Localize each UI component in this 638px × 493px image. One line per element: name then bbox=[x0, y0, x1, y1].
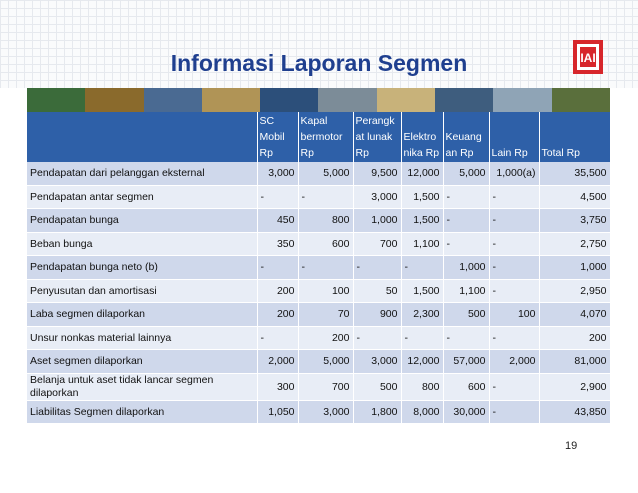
header-line: Total Rp bbox=[541, 147, 581, 159]
row-label: Pendapatan dari pelanggan eksternal bbox=[27, 162, 257, 185]
table-cell: 200 bbox=[257, 303, 298, 327]
segment-report-table-container bbox=[27, 112, 610, 424]
banner-segment bbox=[85, 88, 143, 112]
header-line: Keuang bbox=[445, 131, 482, 143]
table-cell: 600 bbox=[443, 373, 489, 400]
table-header-row bbox=[27, 112, 610, 162]
table-row bbox=[27, 209, 610, 233]
table-cell: 900 bbox=[353, 303, 401, 327]
table-cell: 1,000(a) bbox=[489, 162, 539, 185]
table-body bbox=[27, 162, 610, 424]
table-cell: - bbox=[489, 400, 539, 424]
table-cell: - bbox=[298, 256, 353, 280]
row-label: Pendapatan bunga bbox=[27, 209, 257, 233]
table-cell: - bbox=[298, 185, 353, 209]
table-cell: 500 bbox=[353, 373, 401, 400]
header-line: Elektro bbox=[403, 131, 437, 143]
table-cell: - bbox=[489, 232, 539, 256]
table-cell: 12,000 bbox=[401, 350, 443, 374]
header-line: SC bbox=[259, 115, 275, 127]
table-cell: - bbox=[353, 326, 401, 350]
table-cell: 2,750 bbox=[539, 232, 610, 256]
header-line: at lunak bbox=[355, 131, 393, 143]
table-cell: 1,800 bbox=[353, 400, 401, 424]
table-cell: 5,000 bbox=[443, 162, 489, 185]
iai-logo-icon bbox=[567, 36, 609, 78]
table-cell: 3,000 bbox=[298, 400, 353, 424]
table-cell: 50 bbox=[353, 279, 401, 303]
logo-text: IAI bbox=[580, 51, 596, 65]
row-label: Liabilitas Segmen dilaporkan bbox=[27, 400, 257, 424]
header-cell-2 bbox=[298, 112, 353, 162]
table-cell: 1,050 bbox=[257, 400, 298, 424]
row-label: Pendapatan bunga neto (b) bbox=[27, 256, 257, 280]
table-cell: 1,100 bbox=[401, 232, 443, 256]
header-cell-5 bbox=[443, 112, 489, 162]
header-cell-3 bbox=[353, 112, 401, 162]
table-cell: - bbox=[489, 279, 539, 303]
table-cell: - bbox=[401, 256, 443, 280]
table-row bbox=[27, 400, 610, 424]
table-cell: 500 bbox=[443, 303, 489, 327]
table-cell: 5,000 bbox=[298, 350, 353, 374]
table-cell: - bbox=[443, 209, 489, 233]
table-cell: 2,900 bbox=[539, 373, 610, 400]
table-cell: 450 bbox=[257, 209, 298, 233]
table-cell: 81,000 bbox=[539, 350, 610, 374]
table-row bbox=[27, 303, 610, 327]
header-line: Lain Rp bbox=[491, 147, 528, 159]
table-cell: 3,000 bbox=[353, 185, 401, 209]
table-row bbox=[27, 326, 610, 350]
header-line: Rp bbox=[259, 147, 273, 159]
table-cell: 35,500 bbox=[539, 162, 610, 185]
banner-segment bbox=[260, 88, 318, 112]
table-cell: - bbox=[443, 185, 489, 209]
table-cell: 3,000 bbox=[353, 350, 401, 374]
banner-segment bbox=[318, 88, 376, 112]
table-cell: 200 bbox=[298, 326, 353, 350]
row-label: Penyusutan dan amortisasi bbox=[27, 279, 257, 303]
table-cell: 2,950 bbox=[539, 279, 610, 303]
header-line: nika Rp bbox=[403, 147, 440, 159]
header-photo-banner bbox=[27, 88, 610, 112]
table-cell: 3,750 bbox=[539, 209, 610, 233]
table-cell: 700 bbox=[353, 232, 401, 256]
table-cell: 1,000 bbox=[353, 209, 401, 233]
banner-segment bbox=[493, 88, 551, 112]
table-row bbox=[27, 162, 610, 185]
table-cell: - bbox=[443, 326, 489, 350]
header-cell-7 bbox=[539, 112, 610, 162]
row-label: Belanja untuk aset tidak lancar segmen dilaporkan bbox=[27, 373, 257, 400]
header-cell-label bbox=[27, 112, 257, 162]
table-row bbox=[27, 256, 610, 280]
table-cell: - bbox=[489, 185, 539, 209]
table-cell: 30,000 bbox=[443, 400, 489, 424]
header-line: bermotor bbox=[300, 131, 343, 143]
table-cell: 350 bbox=[257, 232, 298, 256]
header-line: an Rp bbox=[445, 147, 474, 159]
table-cell: - bbox=[489, 256, 539, 280]
table-cell: 1,500 bbox=[401, 185, 443, 209]
table-cell: 1,000 bbox=[539, 256, 610, 280]
header-cell-1 bbox=[257, 112, 298, 162]
table-cell: - bbox=[489, 209, 539, 233]
table-cell: 70 bbox=[298, 303, 353, 327]
banner-segment bbox=[144, 88, 202, 112]
table-cell: 600 bbox=[298, 232, 353, 256]
table-cell: 800 bbox=[298, 209, 353, 233]
table-cell: - bbox=[257, 326, 298, 350]
table-row bbox=[27, 185, 610, 209]
row-label: Aset segmen dilaporkan bbox=[27, 350, 257, 374]
header-cell-6 bbox=[489, 112, 539, 162]
banner-segment bbox=[377, 88, 435, 112]
banner-segment bbox=[435, 88, 493, 112]
table-cell: 3,000 bbox=[257, 162, 298, 185]
header-line: Rp bbox=[355, 147, 369, 159]
table-row bbox=[27, 279, 610, 303]
row-label: Laba segmen dilaporkan bbox=[27, 303, 257, 327]
table-cell: - bbox=[257, 256, 298, 280]
page-number: 19 bbox=[565, 440, 578, 452]
table-cell: 800 bbox=[401, 373, 443, 400]
table-cell: 100 bbox=[298, 279, 353, 303]
table-cell: 57,000 bbox=[443, 350, 489, 374]
table-cell: 200 bbox=[539, 326, 610, 350]
table-cell: 2,000 bbox=[257, 350, 298, 374]
banner-segment bbox=[27, 88, 85, 112]
banner-segment bbox=[202, 88, 260, 112]
segment-report-table bbox=[27, 112, 611, 424]
table-cell: 8,000 bbox=[401, 400, 443, 424]
banner-segment bbox=[552, 88, 610, 112]
table-cell: 5,000 bbox=[298, 162, 353, 185]
table-cell: 1,100 bbox=[443, 279, 489, 303]
table-cell: - bbox=[353, 256, 401, 280]
header-line: Mobil bbox=[259, 131, 285, 143]
header-line: Kapal bbox=[300, 115, 328, 127]
row-label: Unsur nonkas material lainnya bbox=[27, 326, 257, 350]
table-cell: 300 bbox=[257, 373, 298, 400]
table-row bbox=[27, 350, 610, 374]
header-line: Perangk bbox=[355, 115, 395, 127]
table-cell: 43,850 bbox=[539, 400, 610, 424]
table-cell: 12,000 bbox=[401, 162, 443, 185]
header-line: Rp bbox=[300, 147, 314, 159]
table-cell: - bbox=[443, 232, 489, 256]
table-cell: 9,500 bbox=[353, 162, 401, 185]
table-cell: 4,070 bbox=[539, 303, 610, 327]
row-label: Pendapatan antar segmen bbox=[27, 185, 257, 209]
table-row bbox=[27, 232, 610, 256]
table-cell: 1,000 bbox=[443, 256, 489, 280]
table-cell: 2,000 bbox=[489, 350, 539, 374]
table-cell: 700 bbox=[298, 373, 353, 400]
table-cell: 1,500 bbox=[401, 209, 443, 233]
table-cell: - bbox=[489, 373, 539, 400]
slide-title: Informasi Laporan Segmen bbox=[170, 50, 468, 76]
table-cell: 100 bbox=[489, 303, 539, 327]
table-cell: - bbox=[489, 326, 539, 350]
table-row bbox=[27, 373, 610, 400]
table-cell: 1,500 bbox=[401, 279, 443, 303]
row-label: Beban bunga bbox=[27, 232, 257, 256]
table-cell: 4,500 bbox=[539, 185, 610, 209]
table-cell: - bbox=[401, 326, 443, 350]
table-cell: 200 bbox=[257, 279, 298, 303]
table-cell: - bbox=[257, 185, 298, 209]
header-cell-4 bbox=[401, 112, 443, 162]
table-cell: 2,300 bbox=[401, 303, 443, 327]
